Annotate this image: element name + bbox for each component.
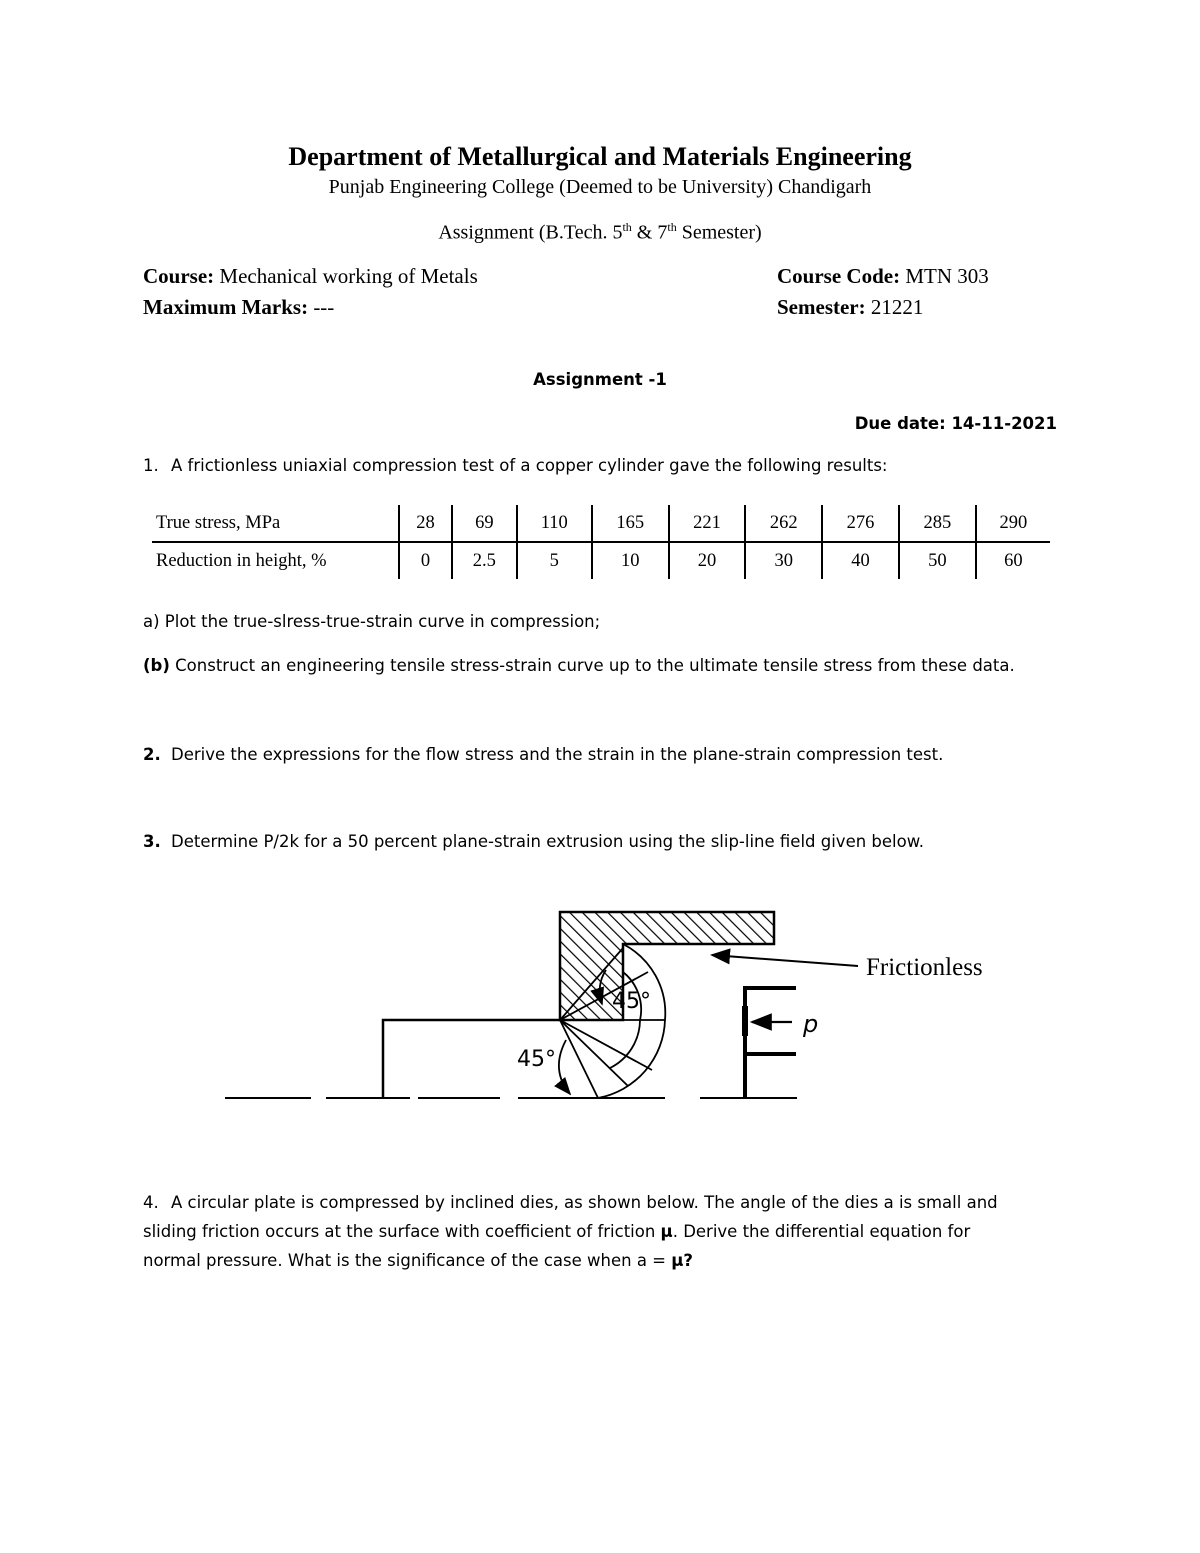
table-cell: 0 bbox=[399, 542, 452, 579]
due-date: Due date: 14-11-2021 bbox=[854, 414, 1057, 433]
question-4-text-2b: . Derive the differential equation for bbox=[672, 1222, 971, 1241]
question-4 bbox=[143, 1188, 998, 1275]
frictionless-label: Frictionless bbox=[866, 954, 983, 981]
table-cell: 50 bbox=[899, 542, 976, 579]
course-code-label: Course Code: bbox=[777, 264, 901, 288]
angle-label-top: 45° bbox=[612, 989, 651, 1014]
part-b-label: (b) bbox=[143, 656, 170, 675]
assignment-mid: & 7 bbox=[631, 221, 668, 244]
table-cell: 221 bbox=[669, 505, 746, 542]
force-label: p bbox=[803, 1010, 819, 1038]
die-hatched-region bbox=[560, 912, 774, 1020]
question-4-line-2 bbox=[143, 1217, 998, 1246]
table-cell: 2.5 bbox=[452, 542, 517, 579]
assignment-prefix: Assignment (B.Tech. 5 bbox=[438, 221, 623, 244]
question-4-line-1 bbox=[143, 1188, 998, 1217]
question-1-text: A frictionless uniaxial compression test of a copper cylinder gave the following results: bbox=[171, 456, 888, 475]
table-cell: 5 bbox=[517, 542, 592, 579]
table-cell: 110 bbox=[517, 505, 592, 542]
course-label: Course: bbox=[143, 264, 215, 288]
question-4-line-3 bbox=[143, 1246, 998, 1275]
table-cell: 276 bbox=[822, 505, 899, 542]
table-cell: 285 bbox=[899, 505, 976, 542]
table-cell: 165 bbox=[592, 505, 669, 542]
question-1-number: 1. bbox=[143, 456, 159, 475]
assignment-suffix: Semester) bbox=[676, 221, 762, 244]
semester-value: 21221 bbox=[870, 295, 924, 319]
semester-label: Semester: bbox=[777, 295, 866, 319]
assignment-heading: Assignment -1 bbox=[533, 370, 667, 389]
table-cell: 40 bbox=[822, 542, 899, 579]
table-row-label: True stress, MPa bbox=[152, 505, 399, 542]
question-1-part-a: a) Plot the true-slress-true-strain curve in compression; bbox=[143, 612, 601, 631]
department-title: Department of Metallurgical and Materials Engineering bbox=[288, 142, 912, 171]
table-cell: 69 bbox=[452, 505, 517, 542]
college-name: Punjab Engineering College (Deemed to be University) Chandigarh bbox=[328, 176, 872, 198]
mu-symbol-2: μ? bbox=[671, 1251, 693, 1270]
sup-7th: th bbox=[667, 220, 677, 234]
question-4-text-3: normal pressure. What is the significance of the case when a = bbox=[143, 1251, 672, 1270]
sup-5th: th bbox=[622, 220, 632, 234]
table-row-label: Reduction in height, % bbox=[156, 550, 327, 571]
course-value: Mechanical working of Metals bbox=[219, 264, 478, 288]
table-cell: 30 bbox=[745, 542, 822, 579]
max-marks-value: --- bbox=[313, 295, 335, 319]
angle-label-bottom: 45° bbox=[517, 1047, 556, 1072]
question-4-text-1: A circular plate is compressed by inclined dies, as shown below. The angle of the dies a is small and bbox=[171, 1193, 998, 1212]
question-3-number: 3. bbox=[143, 832, 161, 851]
table-cell: 20 bbox=[669, 542, 746, 579]
frictionless-leader bbox=[712, 955, 858, 966]
question-2-number: 2. bbox=[143, 745, 161, 764]
table-cell: 28 bbox=[399, 505, 452, 542]
table-cell: 60 bbox=[976, 542, 1050, 579]
question-4-text-2a: sliding friction occurs at the surface with coefficient of friction bbox=[143, 1222, 661, 1241]
course-code-value: MTN 303 bbox=[905, 264, 989, 288]
max-marks-label: Maximum Marks: bbox=[143, 295, 309, 319]
question-4-number: 4. bbox=[143, 1193, 159, 1212]
table-cell: 262 bbox=[745, 505, 822, 542]
part-b-text: Construct an engineering tensile stress-strain curve up to the ultimate tensile stress from these data. bbox=[169, 656, 1015, 675]
question-2-text: Derive the expressions for the flow stress and the strain in the plane-strain compression test. bbox=[171, 745, 944, 764]
mu-symbol: μ bbox=[660, 1222, 673, 1241]
table-cell: 290 bbox=[976, 505, 1050, 542]
exit-ram bbox=[745, 986, 796, 1098]
table-cell: 10 bbox=[592, 542, 669, 579]
question-3-text: Determine P/2k for a 50 percent plane-strain extrusion using the slip-line field given below. bbox=[171, 832, 924, 851]
